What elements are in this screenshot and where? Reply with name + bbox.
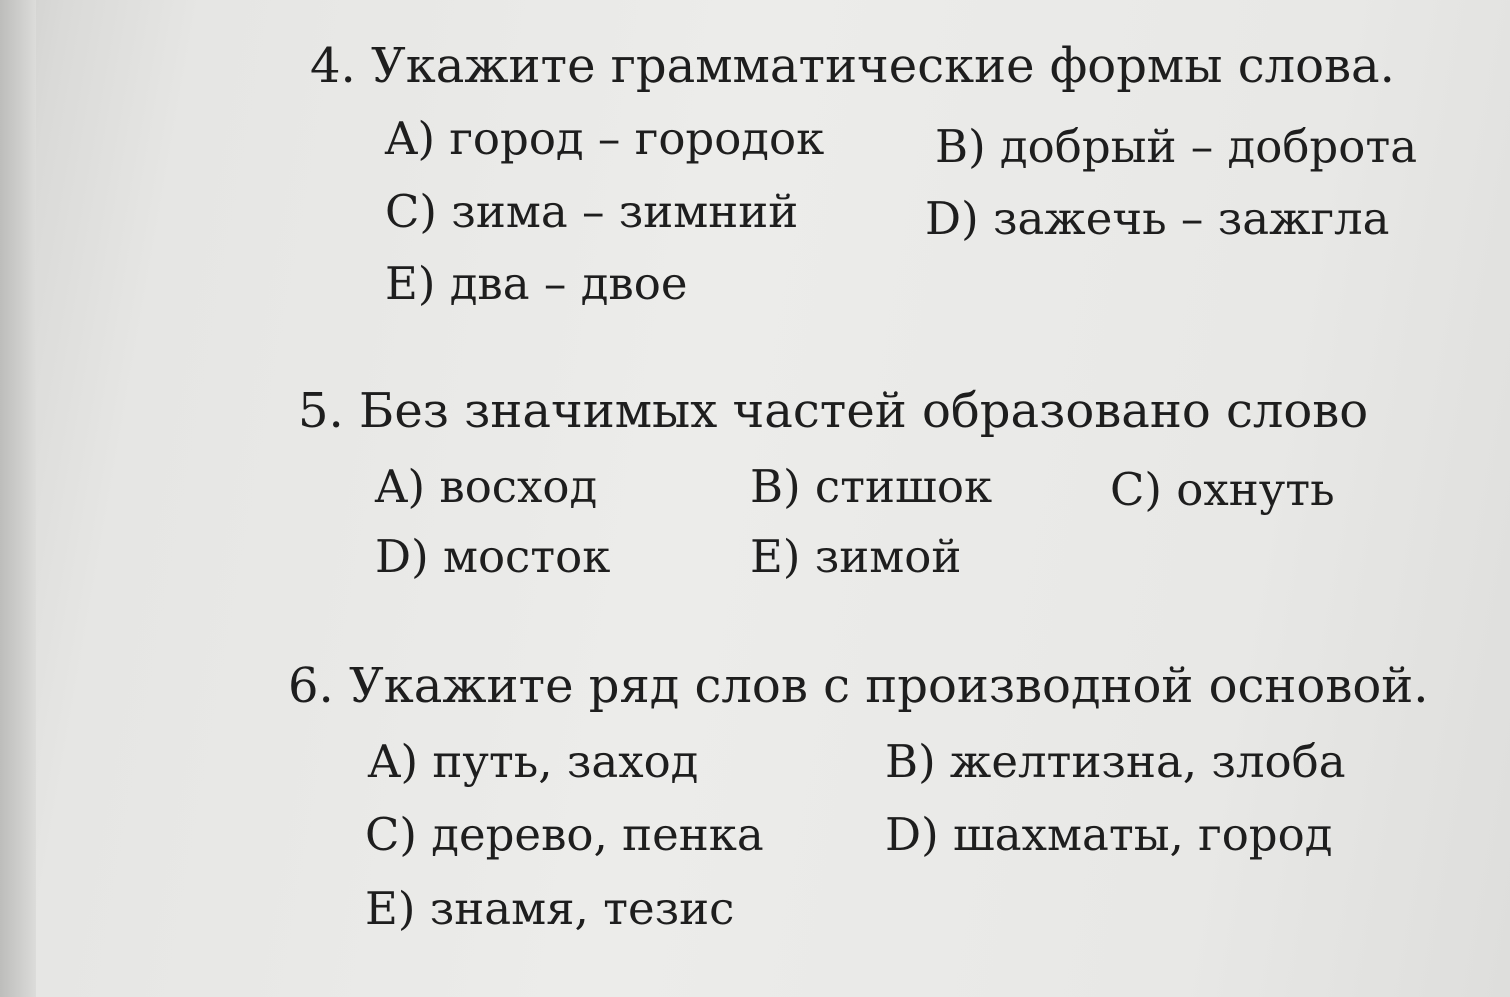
- answer-option-b: B) стишок: [750, 460, 993, 513]
- answer-option-a: A) город – городок: [385, 112, 825, 165]
- question-title: 5. Без значимых частей образовано слово: [298, 383, 1369, 439]
- answer-option-e: E) два – двое: [385, 257, 688, 310]
- answer-option-d: D) зажечь – зажгла: [925, 192, 1390, 245]
- answer-option-e: E) зимой: [750, 530, 962, 583]
- answer-option-a: A) путь, заход: [368, 735, 699, 788]
- answer-option-b: B) добрый – доброта: [935, 120, 1418, 173]
- answer-option-c: C) зима – зимний: [385, 185, 799, 238]
- answer-option-d: D) мосток: [375, 530, 611, 583]
- question-title: 4. Укажите грамматические формы слова.: [310, 38, 1395, 94]
- page-edge: [0, 0, 36, 997]
- answer-option-a: A) восход: [375, 460, 598, 513]
- answer-option-d: D) шахматы, город: [885, 808, 1333, 861]
- answer-option-b: B) желтизна, злоба: [885, 735, 1346, 788]
- answer-option-e: E) знамя, тезис: [365, 882, 735, 935]
- question-title: 6. Укажите ряд слов с производной основой.: [288, 658, 1429, 714]
- answer-option-c: C) дерево, пенка: [365, 808, 764, 861]
- answer-option-c: C) охнуть: [1110, 463, 1335, 516]
